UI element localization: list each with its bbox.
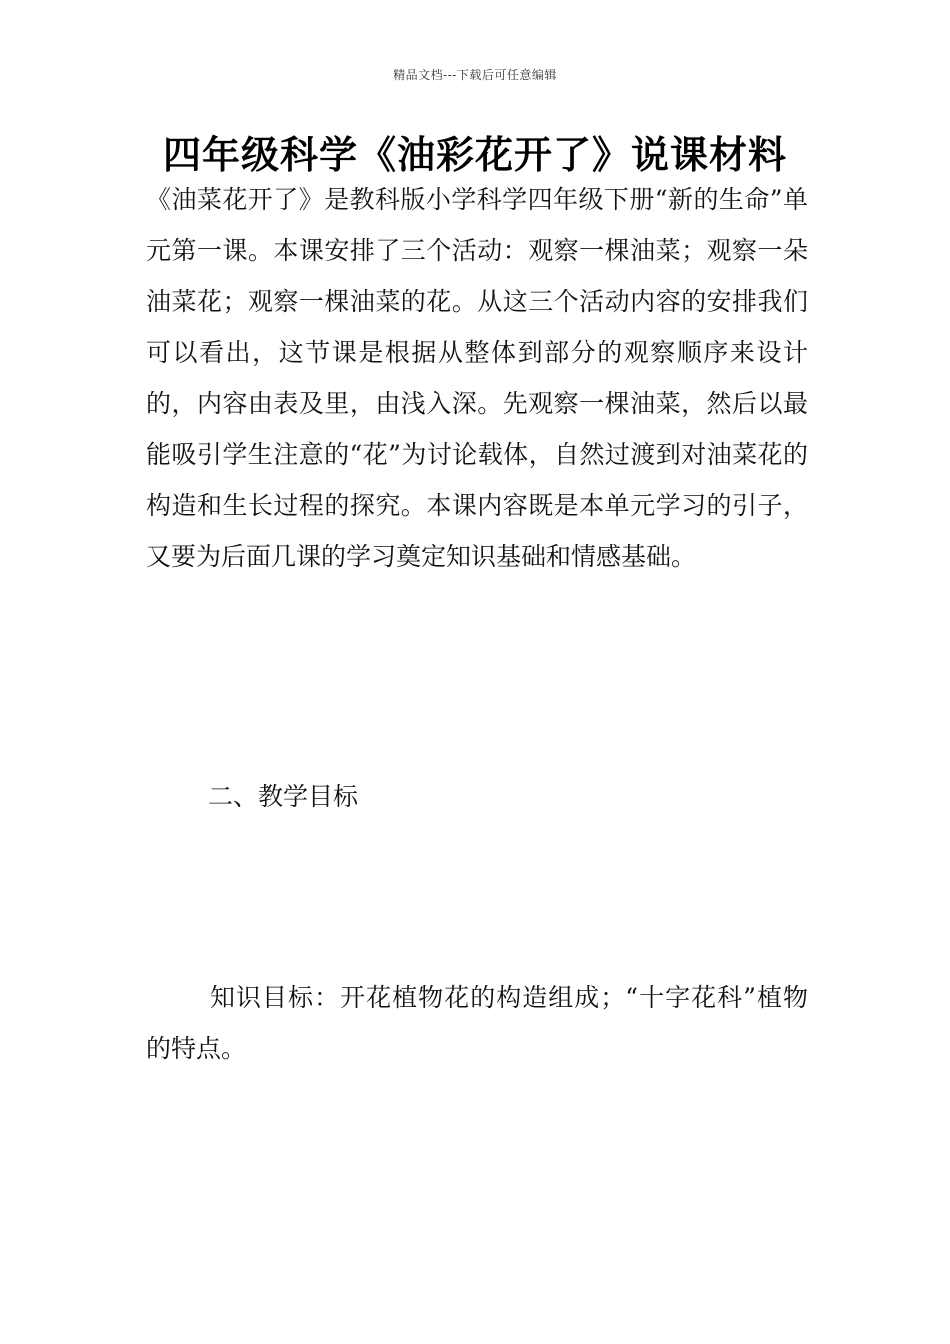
- knowledge-goal-paragraph: 知识目标：开花植物花的构造组成；“十字花科”植物的特点。: [146, 983, 808, 1063]
- page-title: 四年级科学《油彩花开了》说课材料: [162, 133, 787, 177]
- section-heading: 二、教学目标: [208, 782, 359, 811]
- header-note: 精品文档---下载后可任意编辑: [393, 68, 557, 82]
- intro-paragraph: 《油菜花开了》是教科版小学科学四年级下册“新的生命”单元第一课。本课安排了三个活动：观察一棵油菜；观察一朵油菜花；观察一棵油菜的花。从这三个活动内容的安排我们可以看出，这节课是根据从整体到部分的观察顺序来设计的，内容由表及里，由浅入深。先观察一棵油菜，然后以最能吸引学生注意的“花”为讨论载体，自然过渡到对油菜花的构造和生长过程的探究。本课内容既是本单元学习的引子，又要为后面几课的学习奠定知识基础和情感基础。: [146, 185, 808, 571]
